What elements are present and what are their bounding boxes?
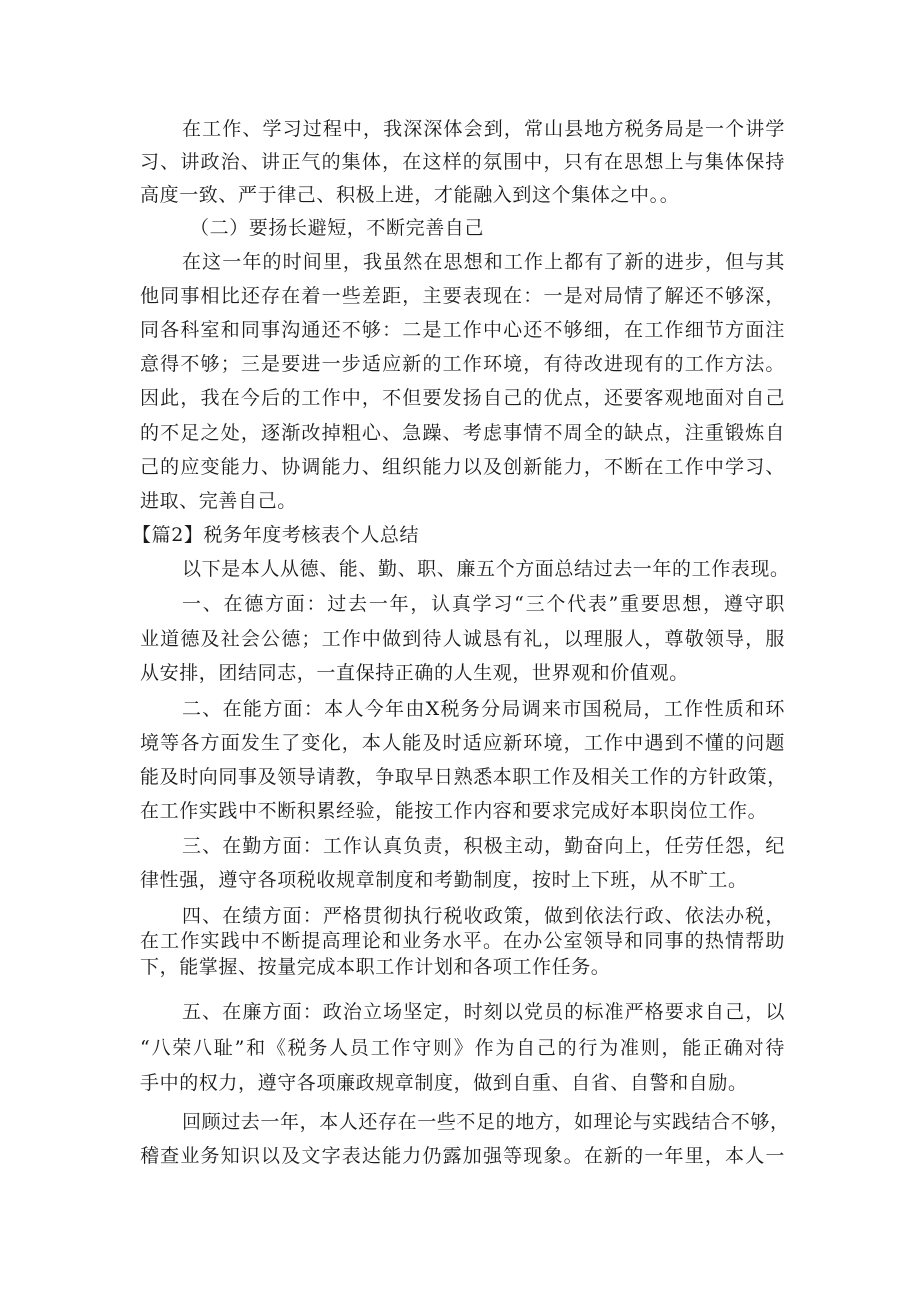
text-line: 二、在能方面：本人今年由X税务分局调来市国税局，工作性质和环	[182, 698, 785, 720]
text-line: 意得不够；三是要进一步适应新的工作环境，有待改进现有的工作方法。	[140, 353, 785, 375]
text-line: 一、在德方面：过去一年，认真学习“三个代表”重要思想，遵守职	[182, 593, 785, 615]
text-line: 业道德及社会公德；工作中做到待人诚恳有礼，以理服人，尊敬领导，服	[140, 628, 785, 650]
text-line: 在工作、学习过程中，我深深体会到，常山县地方税务局是一个讲学	[182, 118, 785, 140]
text-line: 稽查业务知识以及文字表达能力仍露加强等现象。在新的一年里，本人一	[140, 1145, 785, 1167]
text-line: 因此，我在今后的工作中，不但要发扬自己的优点，还要客观地面对自己	[140, 387, 785, 409]
text-line: 三、在勤方面：工作认真负责，积极主动，勤奋向上，任劳任怨，纪	[182, 835, 785, 857]
text-line: 下，能掌握、按量完成本职工作计划和各项工作任务。	[140, 956, 611, 978]
text-line: 手中的权力，遵守各项廉政规章制度，做到自重、自省、自警和自励。	[140, 1072, 748, 1094]
text-line: 他同事相比还存在着一些差距，主要表现在：一是对局情了解还不够深，	[140, 285, 785, 307]
text-line: 己的应变能力、协调能力、组织能力以及创新能力，不断在工作中学习、	[140, 456, 785, 478]
text-line: 以下是本人从德、能、勤、职、廉五个方面总结过去一年的工作表现。	[182, 558, 790, 580]
text-line: 从安排，团结同志，一直保持正确的人生观，世界观和价值观。	[140, 662, 689, 684]
section-subheading: （二）要扬长避短，不断完善自己	[190, 217, 485, 239]
text-line: “八荣八耻”和《税务人员工作守则》作为自己的行为准则，能正确对待	[140, 1037, 785, 1059]
article-heading: 【篇2】税务年度考核表个人总结	[132, 524, 420, 546]
text-line: 同各科室和同事沟通还不够：二是工作中心还不够细，在工作细节方面注	[140, 319, 785, 341]
text-line: 律性强，遵守各项税收规章制度和考勤制度，按时上下班，从不旷工。	[140, 869, 748, 891]
text-line: 境等各方面发生了变化，本人能及时适应新环境，工作中遇到不懂的问题	[140, 732, 785, 754]
text-line: 进取、完善自己。	[140, 490, 297, 512]
text-line: 在这一年的时间里，我虽然在思想和工作上都有了新的进步，但与其	[182, 251, 785, 273]
text-line: 高度一致、严于律己、积极上进，才能融入到这个集体之中。。	[140, 184, 680, 206]
text-line: 的不足之处，逐渐改掉粗心、急躁、考虑事情不周全的缺点，注重锻炼自	[140, 422, 785, 444]
text-line: 习、讲政治、讲正气的集体，在这样的氛围中，只有在思想上与集体保持	[140, 151, 785, 173]
text-line: 能及时向同事及领导请教，争取早日熟悉本职工作及相关工作的方针政策，	[140, 766, 787, 788]
text-line: 回顾过去一年，本人还存在一些不足的地方，如理论与实践结合不够，	[182, 1111, 790, 1133]
text-line: 在工作实践中不断提高理论和业务水平。在办公室领导和同事的热情帮助	[140, 930, 785, 952]
text-line: 五、在廉方面：政治立场坚定，时刻以党员的标准严格要求自己，以	[182, 1001, 785, 1023]
text-line: 在工作实践中不断积累经验，能按工作内容和要求完成好本职岗位工作。	[140, 800, 768, 822]
text-line: 四、在绩方面：严格贯彻执行税收政策，做到依法行政、依法办税，	[182, 905, 785, 927]
